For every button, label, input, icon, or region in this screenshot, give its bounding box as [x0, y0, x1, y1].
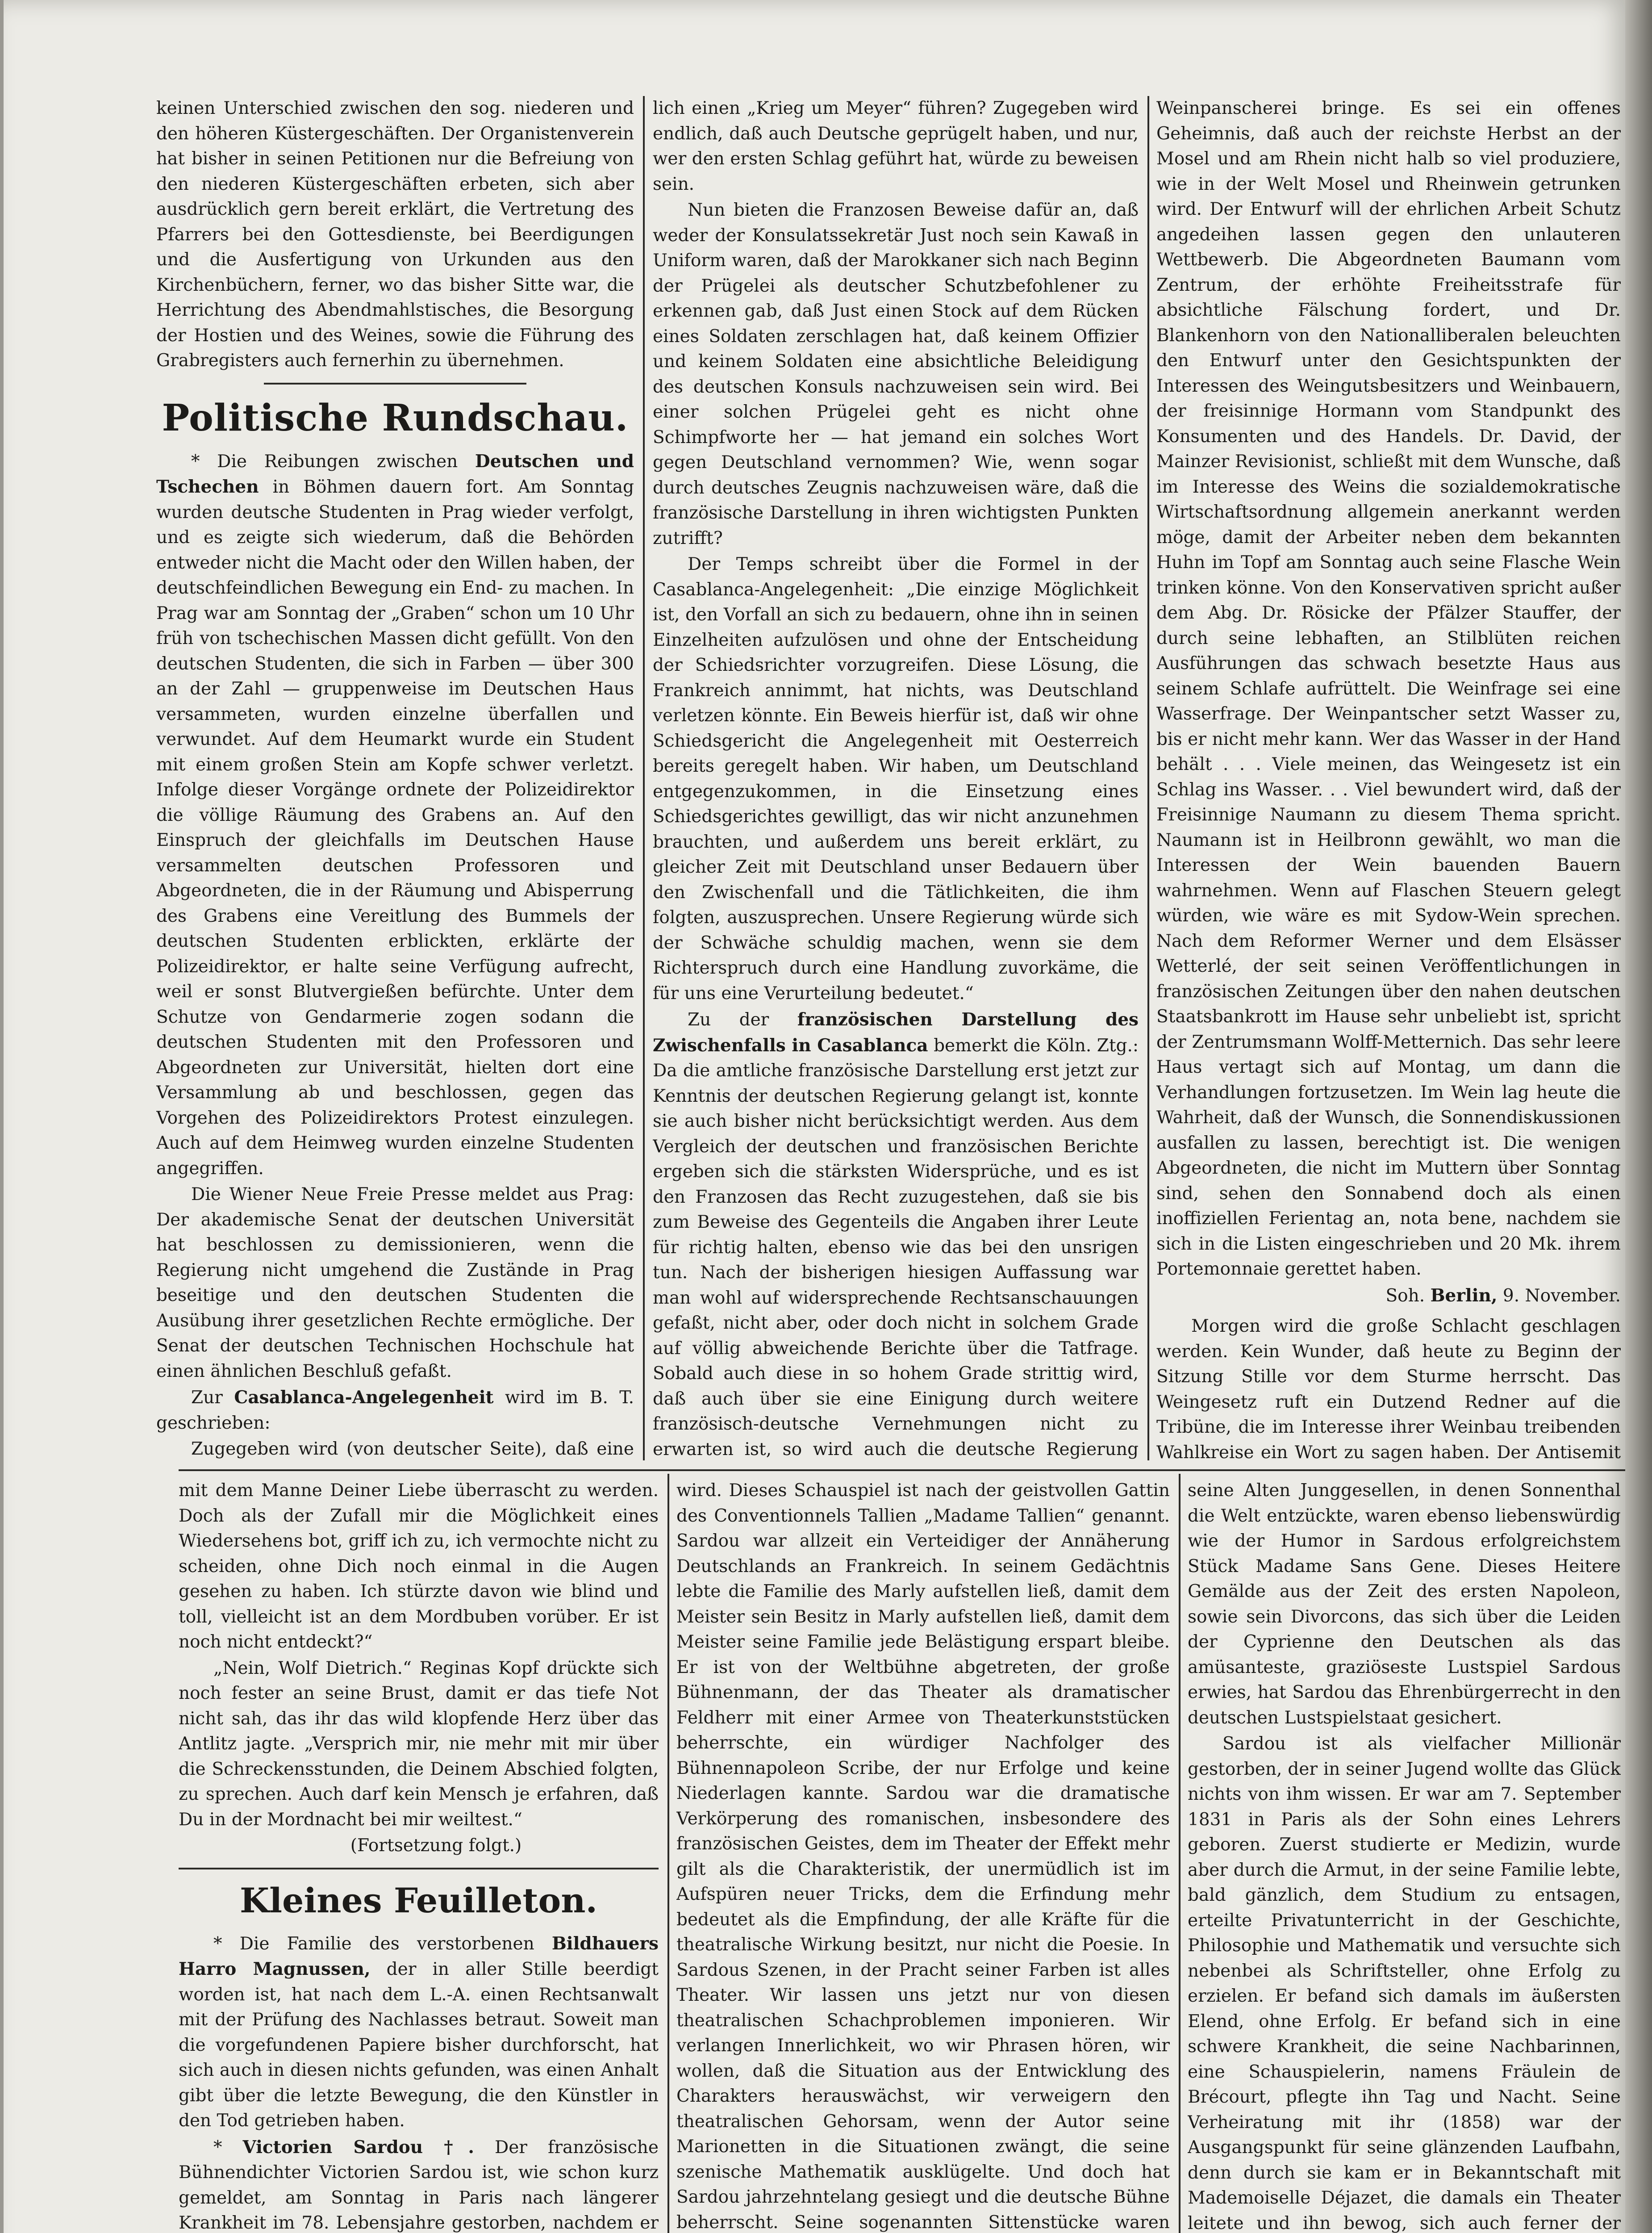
paragraph-serial-story-2: „Nein, Wolf Dietrich.“ Reginas Kopf drückte sich noch fester an seine Brust, damit er das tiefe Not nicht sah, das ihr das wild klopfende Herz über das Antlitz jagte. „Versprich mir, nie mehr mit mir über die Schreckensstunden, die Deinem Abschied folgten, zu sprechen. Auch darf kein Mensch je erfahren, daß Du in der Mordnacht bei mir weiltest.“	[179, 1658, 659, 1830]
page-binding-edge	[1625, 0, 1652, 2233]
lead-text: Zu der	[688, 1010, 769, 1030]
kuester-paragraph: keinen Unterschied zwischen den sog. niederen und den höheren Küstergeschäften. Der Organistenverein hat bisher in seinen Petitionen nur die Befreiung von den niederen Küstergeschäften erbeten, sich aber ausdrücklich gern bereit erklärt, die Vertretung des Pfarrers bei den Gottesdienste, bei Beerdigungen und die Ausfertigung von Urkunden aus den Kirchenbüchern, ferner, wo das bisher Sitte war, die Herrichtung des Abendmahlstisches, die Besorgung der Hostien und des Weines, sowie die Führung des Grabregisters auch fernerhin zu übernehmen.	[156, 98, 634, 371]
body-text: bemerkt die Köln. Ztg.: Da die amtliche französische Darstellung erst jetzt zur Kenntnis der deutschen Regierung gelangt ist, konnte sie auch bisher nicht berücksichtigt werden. Aus dem Vergleich der deutschen und französischen Berichte ergeben sich die stärksten Widersprüche, und es ist den Franzosen das Recht zuzugestehen, daß sie bis zum Beweise des Gegenteils die Angaben ihrer Leute für richtig halten, ebenso wie das bei den unsrigen tun. Nach der bisherigen hiesigen Auffassung war man wohl auf widersprechende Rechtsanschauungen gefaßt, nicht aber, oder doch nicht in solchem Grade auf völlig abweichende Berichte über die Tatfrage. Sobald auch diese in so hohem Grade strittig wird, daß auch über sie eine Einigung durch weitere französisch-deutsche Vernehmungen nicht zu erwarten ist, so wird auch die deutsche Regierung	[653, 1035, 1139, 1459]
paragraph-temps: Der Temps schreibt über die Formel in der Casablanca-Angelegenheit: „Die einzige Möglichkeit ist, den Vorfall an sich zu bedauern, ohne ihn in seinen Einzelheiten aufzulösen und ohne der Entscheidung der Schiedsrichter vorzugreifen. Diese Lösung, die Frankreich annimmt, hat nichts, was Deutschland verletzen könnte. Ein Beweis hierfür ist, daß wir ohne Schiedsgericht die Angelegenheit mit Oesterreich bereits geregelt haben. Wir haben, um Deutschland entgegenzukommen, in die Einsetzung eines Schiedsgerichtes gewilligt, das wir nicht anzunehmen brauchten, und außerdem uns bereit erklärt, zu gleicher Zeit mit Deutschland unser Bedauern über den Zwischenfall und die Tätlichkeiten, die ihm folgten, auszusprechen. Unsere Regierung würde sich der Schwäche schuldig machen, wenn sie dem Richterspruch durch eine Handlung zuvorkäme, die für uns eine Verurteilung bedeutet.“	[653, 554, 1139, 1004]
section-divider	[179, 1868, 659, 1869]
lead-text: * Die Familie des verstorbenen	[213, 1933, 534, 1954]
continuation-note: (Fortsetzung folgt.)	[350, 1836, 522, 1856]
paragraph-sardou-career: wird. Dieses Schauspiel ist nach der geistvollen Gattin des Conventionnels Tallien „Madame Tallien“ genannt. Sardou war allzeit ein Verteidiger der Annäherung Deutschlands an Frankreich. In seinem Gedächtnis lebte die Familie des Marly aufstellen ließ, damit dem Meister sein Besitz in Marly aufstellen ließ, damit dem Meister seine Familie jede Belästigung erspart bleibe. Er ist von der Weltbühne abgetreten, der große Bühnenmann, der das Theater als dramatischer Feldherr mit einer Armee von Theaterkunststücken beherrschte, ein würdiger Nachfolger des Bühnennapoleon Scribe, der nur Erfolge und keine Niederlagen kannte. Sardou war die dramatische Verkörperung des romanischen, insbesondere des französischen Geistes, dem im Theater der Effekt mehr gilt als die Charakteristik, der unermüdlich ist im Aufspüren neuer Tricks, dem die Erfindung mehr bedeutet als die Empfindung, der alle Kräfte für die theatralische Wirkung besitzt, nur nicht die Poesie. In Sardous Szenen, in der Pracht seiner Farben ist alles Theater. Wir lassen uns jetzt nur von diesen theatralischen Schachproblemen imponieren. Wir verlangen Innerlichkeit, wo wir Phrasen hören, wir wollen, daß die Situation aus der Entwicklung des Charakters herauswächst, wir verweigern den theatralischen Gehorsam, wenn der Autor seine Marionetten in die Situationen zwängt, die seine szenische Mathematik ausklügelte. Und doch hat Sardou jahrzehntelang gesiegt und die deutsche Bühne beherrscht. Seine sogenannten Sittenstücke waren	[676, 1480, 1170, 2233]
body-text: Der französische Bühnendichter Victorien Sardou ist, wie schon kurz gemeldet, am Sonntag in Paris nach längerer Krankheit im 78. Lebensjahre gestorben, nachdem er	[179, 2137, 659, 2233]
column-1	[156, 96, 634, 1463]
paragraph-sardou-comedies: seine Alten Junggesellen, in denen Sonnenthal die Welt entzückte, waren ebenso liebenswürdig wie der Humor in Sardous erfolgreichstem Stück Madame Sans Gene. Dieses Heitere Gemälde aus der Zeit des ersten Napoleon, sowie sein Divorcons, das sich über die Leiden der Cyprienne den Deutschen als das amüsanteste, graziöseste Lustspiel Sardous erwies, hat Sardou das Ehrenbürgerrecht in den deutschen Lustspielstaat gesichert.	[1188, 1480, 1621, 1728]
column-3	[1156, 96, 1621, 1463]
body-text: wird im B. T. geschrieben:	[156, 1388, 634, 1433]
paragraph-zugegeben-1: Zugegeben wird (von deutscher Seite), daß eine	[191, 1439, 634, 1459]
column-rule-1	[643, 96, 645, 1460]
paragraph-sardou-life: Sardou ist als vielfacher Millionär gestorben, der in seiner Jugend wollte das Glück nichts von ihm wissen. Er war am 7. September 1831 in Paris als der Sohn eines Lehrers geboren. Zuerst studierte er Medizin, wurde aber durch die Armut, in der seine Familie lebte, bald gänzlich, dem Studium zu entsagen, erteilte Privatunterricht in der Geschichte, Philosophie und Mathematik und versuchte sich nebenbei als Schriftsteller, ohne Erfolg zu erzielen. Er befand sich damals im äußersten Elend, ohne Erfolg. Er befand sich in eine schwere Krankheit, die seine Nachbarinnen, eine Schauspielerin, namens Fräulein de Brécourt, pflegte ihn Tag und Nacht. Seine Verheiratung mit ihr (1858) war der Ausgangspunkt für seine glänzenden Laufbahn, denn durch sie kam er in Bekanntschaft mit Mademoiselle Déjazet, die damals ein Theater leitete und ihn bewog, sich auch ferner der	[1188, 1734, 1621, 2233]
paragraph-sardou-obituary	[179, 2135, 659, 2233]
dateline-date: 9. November.	[1502, 1285, 1621, 1306]
section-divider	[264, 383, 527, 385]
bold-keyword: Casablanca-Angelegenheit	[234, 1387, 494, 1408]
heading-kleines-feuilleton: Kleines Feuilleton.	[240, 1880, 597, 1920]
paragraph-serial-story-1: mit dem Manne Deiner Liebe überrascht zu werden. Doch als der Zufall mir die Möglichkeit eines Wiedersehens bot, griff ich zu, ich vermochte nicht zu scheiden, ohne Dich noch einmal in die Augen gesehen zu haben. Ich stürzte davon wie blind und toll, vielleicht ist an dem Mordbuben vorüber. Er ist noch nicht entdeckt?“	[179, 1480, 659, 1652]
bold-keyword: Bildhauers Harro Magnussen,	[179, 1933, 659, 1979]
column-2	[653, 96, 1139, 1463]
column-rule-2	[1147, 96, 1149, 1460]
lead-text: *	[213, 2137, 222, 2158]
column-rule-3	[667, 1474, 669, 2233]
paragraph-casablanca-intro	[156, 1385, 634, 1436]
paragraph-krieg-um-meyer: lich einen „Krieg um Meyer“ führen? Zugegeben wird endlich, daß auch Deutsche geprügelt haben, und nur, wer den ersten Schlag geführt hat, würde zu beweisen sein.	[653, 98, 1139, 194]
bold-keyword: französischen Darstellung des Zwischenfalls in Casablanca	[653, 1009, 1139, 1056]
lead-text: * Die Reibungen zwischen	[191, 451, 458, 472]
bold-keyword: Deutschen und Tschechen	[156, 451, 634, 497]
bold-keyword: Victorien Sardou †.	[242, 2137, 474, 2158]
paragraph-magnussen	[179, 1931, 659, 2134]
column-4	[179, 1478, 659, 2233]
paragraph-grosse-schlacht: Morgen wird die große Schlacht geschlagen werden. Kein Wunder, daß heute zu Beginn der Sitzung Stille vor dem Sturme herrscht. Das Weingesetz ruft ein Dutzend Redner auf die Tribüne, die im Interesse ihrer Weinbau treibenden Wahlkreise ein Wort zu sagen haben. Der Antisemit	[1156, 1316, 1621, 1463]
dateline-signature: Soh.	[1385, 1285, 1425, 1306]
body-text: in Böhmen dauern fort. Am Sonntag wurden deutsche Studenten in Prag wieder verfolgt, und es zeigte sich wiederum, daß die Behörden entweder nicht die Macht oder den Willen haben, der deutschfeindlichen Bewegung ein End- zu machen. In Prag war am Sonntag der „Graben“ schon um 10 Uhr früh von tschechischen Massen dicht gefüllt. Von den deutschen Studenten, die sich in Farben — über 300 an der Zahl — gruppenweise im Deutschen Haus versammeten, wurden einzelne überfallen und verwundet. Auf dem Heumarkt wurde ein Student mit einem großen Stein am Kopfe schwer verletzt. Infolge dieser Vorgänge ordnete der Polizeidirektor die völlige Räumung des Grabens an. Auf den Einspruch der gleichfalls im Deutschen Hause versammelten deutschen Professoren und Abgeordneten, die in der Räumung und Abisperrung des Grabens eine Vereitlung des Bummels der deutschen Studenten erblickten, erklärte der Polizeidirektor, er halte seine Verfügung aufrecht, weil er sonst Blutvergießen befürchte. Unter dem Schutze von Gendarmerie zogen sodann die deutschen Studenten mit den Professoren und Abgeordneten zur Universität, hielten dort eine Versammlung ab und beschlossen, gegen das Vorgehen des Polizeidirektors Protest einzulegen. Auch auf dem Heimweg wurden einzelne Studenten angegriffen.	[156, 477, 634, 1179]
column-rule-4	[1179, 1474, 1181, 2233]
column-5	[676, 1478, 1170, 2233]
paragraph-wiener-presse: Die Wiener Neue Freie Presse meldet aus Prag: Der akademische Senat der deutschen Universität hat beschlossen zu demissionieren, wenn die Regierung nicht umgehend die Zustände in Prag beseitige und den deutschen Studenten die Ausübung ihrer gesetzlichen Rechte ermögliche. Der Senat der deutschen Technischen Hochschule hat einen ähnlichen Beschluß gefaßt.	[156, 1184, 634, 1381]
lead-text: Zur	[191, 1388, 223, 1408]
column-6	[1188, 1478, 1621, 2233]
paragraph-franzosen-beweise: Nun bieten die Franzosen Beweise dafür an, daß weder der Konsulatssekretär Just noch sein Kawaß in Uniform waren, daß der Marokkaner sich nach Beginn der Prügelei als deutscher Schutzbefohlener zu erkennen gab, daß Just einen Stock auf dem Rücken eines Soldaten zerschlagen hat, daß keinem Offizier und keinem Soldaten eine absichtliche Beleidigung des deutschen Konsuls nachzuweisen sein wird. Bei einer solchen Prügelei geht es nicht ohne Schimpfworte her — hat jemand ein solches Wort gegen Deutschland vernommen? Wie, wenn sogar durch deutsches Zeugnis nachzuweisen wäre, daß die französische Darstellung in ihren wichtigsten Punkten zutrifft?	[653, 200, 1139, 548]
heading-politische-rundschau: Politische Rundschau.	[162, 396, 629, 439]
body-text: der in aller Stille beerdigt worden ist, hat nach dem L.-A. einen Rechtsanwalt mit der Prüfung des Nachlasses betraut. Soweit man die vorgefundenen Papiere bisher durchforscht, hat sich auch in diesen nichts gefunden, was einen Anhalt gibt über die letzte Bewegung, die den Künstler in den Tod getrieben haben.	[179, 1959, 659, 2131]
dateline-city: Berlin,	[1430, 1285, 1498, 1306]
paragraph-reibungen	[156, 449, 634, 1182]
dateline	[1156, 1283, 1621, 1309]
feuilleton-separator-rule	[179, 1469, 1625, 1471]
paragraph-weinpanscherei: Weinpanscherei bringe. Es sei ein offenes Geheimnis, daß auch der reichste Herbst an der Mosel und am Rhein nicht halb so viel produziere, wie in der Welt Mosel und Rheinwein getrunken wird. Der Entwurf will der ehrlichen Arbeit Schutz angedeihen lassen gegen den unlauteren Wettbewerb. Die Abgeordneten Baumann vom Zentrum, der erhöhte Freiheitsstrafe für absichtliche Fälschung fordert, und Dr. Blankenhorn von den Nationalliberalen beleuchten den Entwurf unter den Gesichtspunkten der Interessen des Weingutsbesitzers und Weinbauern, der freisinnige Hormann vom Standpunkt des Konsumenten und des Handels. Dr. David, der Mainzer Revisionist, schließt mit dem Wunsche, daß im Interesse des Weins die sozialdemokratische Wirtschaftsordnung allgemein anerkannt werden möge, damit der Arbeiter neben dem bekannten Huhn im Topf am Sonntag auch seine Flasche Wein trinken könne. Von den Konservativen spricht außer dem Abg. Dr. Rösicke der Pfälzer Stauffer, der durch seine lebhaften, an Stilblüten reichen Ausführungen das schwach besetzte Haus aus seinem Schlafe aufrüttelt. Die Weinfrage sei eine Wasserfrage. Der Weinpantscher setzt Wasser zu, bis er nicht mehr kann. Wer das Wasser in der Hand behält . . . Viele meinen, das Weingesetz ist ein Schlag ins Wasser. . . Viel bewundert wird, daß der Freisinnige Naumann zu diesem Thema spricht. Naumann ist in Heilbronn gewählt, wo man die Interessen der Wein bauenden Bauern wahrnehmen. Wenn auf Flaschen Steuern gelegt würden, wie wäre es mit Sydow-Wein sprechen. Nach dem Reformer Werner und dem Elsässer Wetterlé, der seit seinen Veröffentlichungen in französischen Zeitungen über den nahen deutschen Staatsbankrott im Hause sehr unbeliebt ist, spricht der Zentrumsmann Wolff-Metternich. Das sehr leere Haus vertagt sich auf Montag, um dann die Verhandlungen fortzusetzen. Im Wein lag heute die Wahrheit, daß der Wunsch, die Sonnendiskussionen ausfallen zu lassen, berechtigt ist. Die wenigen Abgeordneten, die nicht im Muttern über Sonntag sind, sehen den Sonnabend doch als einen inoffiziellen Ferientag an, nota bene, nachdem sie sich in die Listen eingeschrieben und 20 Mk. ihrem Portemonnaie gerettet haben.	[1156, 98, 1621, 1279]
paragraph-koeln-ztg	[653, 1007, 1139, 1463]
